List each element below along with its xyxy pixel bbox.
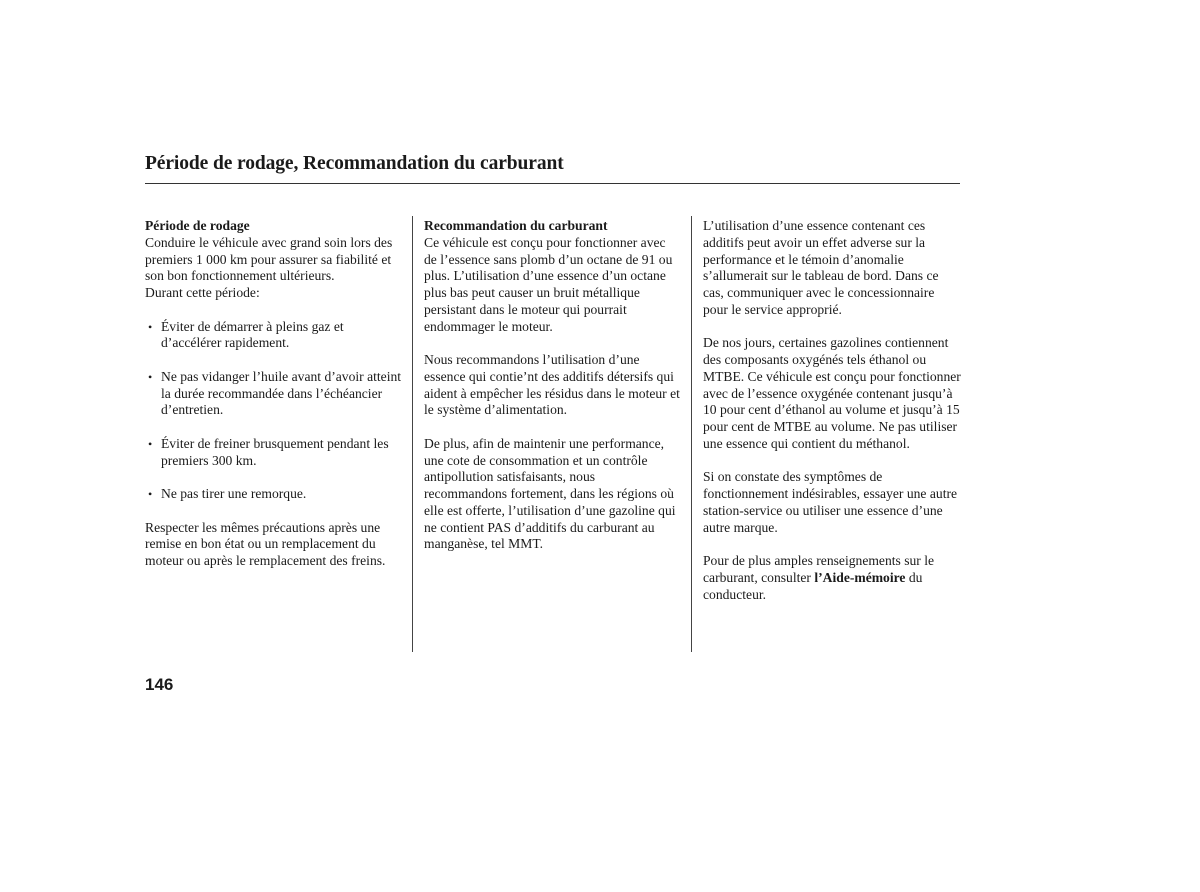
bullet-icon: • [148, 319, 153, 334]
bullet-text: Éviter de freiner brusquement pendant les premiers 300 km. [161, 435, 389, 468]
bullet-item [145, 436, 403, 470]
bullet-icon: • [148, 436, 153, 451]
bullet-text: Ne pas tirer une remorque. [161, 486, 307, 501]
reference-text-pre: Pour de plus amples renseignements sur le carburant, consulter [703, 553, 935, 585]
fuel-paragraph-reference [703, 553, 961, 603]
fuel-paragraph: De nos jours, certaines gazolines contiennent des composants oxygénés tels éthanol ou MTBE. Ce véhicule est conçu pour fonctionner avec de l’essence oxygénée contenant jusqu’à 10 pour cent d’éthanol au volume et jusqu’à 15 pour cent de MTBE au volume. Ne pas utiliser une essence qui contient du méthanol. [703, 335, 961, 451]
bullet-text: Ne pas vidanger l’huile avant d’avoir atteint la durée recommandée dans l’échéancier d’entretien. [161, 368, 402, 418]
page-title: Période de rodage, Recommandation du carburant [145, 153, 564, 174]
fuel-paragraph: De plus, afin de maintenir une performance, une cote de consommation et un contrôle antipollution satisfaisants, nous recommandons fortement, dans les régions où elle est offerte, l’utilisation d’une gazoline qui ne contient PAS d’additifs du carburant au manganèse, tel MMT. [424, 435, 676, 552]
column-fuel [424, 218, 680, 570]
break-in-intro: Conduire le véhicule avec grand soin lors des premiers 1 000 km pour assurer sa fiabilité et son bon fonctionnement ultérieurs. [145, 234, 393, 284]
bullet-text: Éviter de démarrer à pleins gaz et d’accélérer rapidement. [161, 318, 344, 351]
break-in-intro-2: Durant cette période: [145, 285, 260, 300]
column-divider-2 [691, 216, 692, 652]
bullet-item [145, 319, 403, 353]
bullet-item [145, 369, 403, 419]
title-divider [145, 183, 960, 184]
bullet-icon: • [148, 487, 153, 501]
reference-text-post: du conducteur. [703, 569, 923, 602]
quick-reference-guide-link: l’Aide-mémoire [814, 569, 906, 585]
page-number: 146 [145, 675, 174, 694]
bullet-item [145, 486, 403, 503]
bullet-icon: • [148, 369, 153, 384]
section-heading-break-in: Période de rodage [145, 218, 250, 233]
column-break-in [145, 218, 403, 587]
fuel-paragraph: Ce véhicule est conçu pour fonctionner avec de l’essence sans plomb d’un octane de 91 ou plus. L’utilisation d’une essence d’un octane plus bas peut causer un bruit métallique persistant dans le moteur qui pourrait endommager le moteur. [424, 234, 673, 334]
fuel-paragraph: Nous recommandons l’utilisation d’une essence qui contie’nt des additifs détersifs qui aident à empêcher les résidus dans le moteur et le système d’alimentation. [424, 352, 680, 418]
section-heading-fuel: Recommandation du carburant [424, 218, 608, 233]
column-fuel-continued [703, 218, 961, 620]
fuel-paragraph: Si on constate des symptômes de fonctionnement indésirables, essayer une autre station-service ou utiliser une essence d’une autre marque. [703, 469, 958, 535]
fuel-paragraph: L’utilisation d’une essence contenant ces additifs peut avoir un effet adverse sur la performance et le témoin d’anomalie s’allumerait sur le tableau de bord. Dans ce cas, communiquer avec le concessionnaire pour le service approprié. [703, 218, 939, 317]
column-divider-1 [412, 216, 413, 652]
break-in-closing: Respecter les mêmes précautions après une remise en bon état ou un remplacement du moteur ou après le remplacement des freins. [145, 519, 386, 568]
